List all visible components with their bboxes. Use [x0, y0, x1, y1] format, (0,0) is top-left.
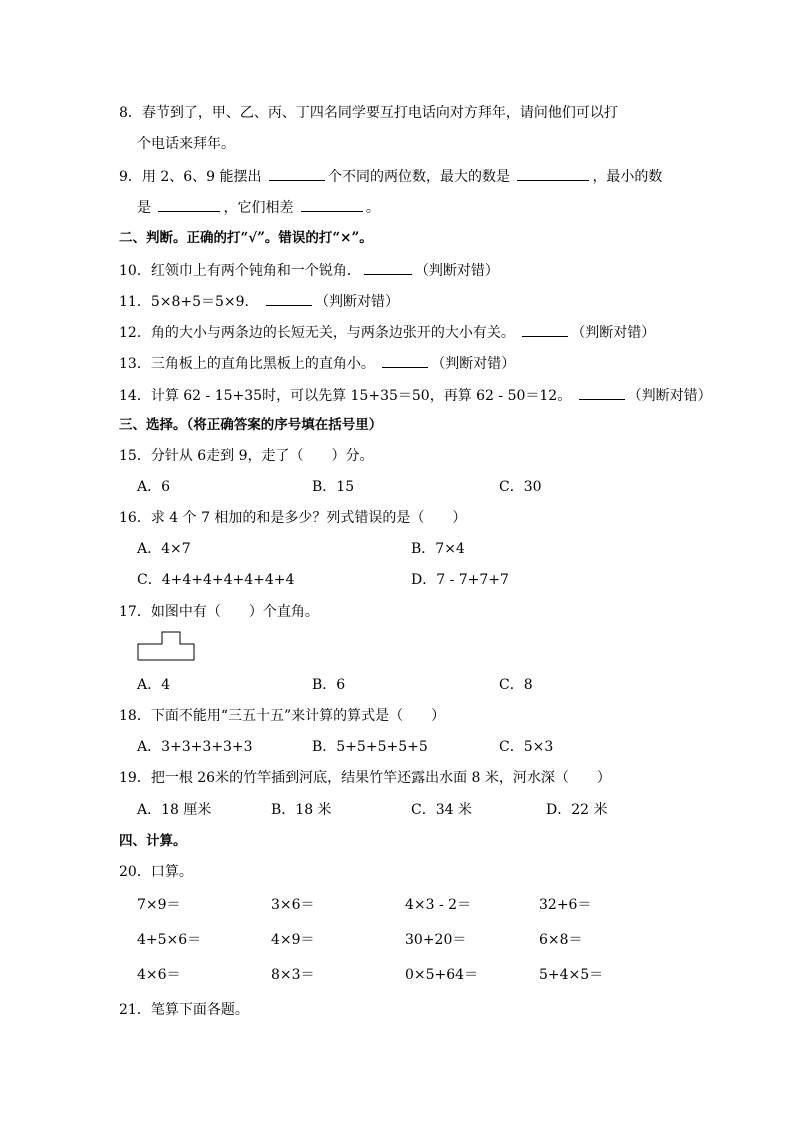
oral-calc-item: 8×3＝: [271, 967, 315, 983]
question-16-stem: 16．求 4 个 7 相加的和是多少？列式错误的是（ ）: [119, 510, 467, 526]
judge-tail: （判断对错）: [627, 388, 712, 404]
judge-text: 13．三角板上的直角比黑板上的直角小。: [119, 356, 375, 372]
answer-blank[interactable]: [269, 166, 325, 181]
option-b[interactable]: B．18 米: [271, 802, 332, 818]
answer-blank[interactable]: [301, 197, 363, 212]
q9-part-f: 。: [365, 200, 380, 216]
judge-text: 14．计算 62 - 15+35时，可以先算 15+35＝50，再算 62 - 50＝12。: [119, 388, 572, 404]
judge-tail: （判断对错）: [571, 325, 656, 341]
section-2-heading: 二、判断。正确的打“√”。错误的打“×”。: [119, 230, 373, 246]
oral-calc-item: 4+5×6＝: [137, 932, 202, 948]
oral-calc-item: 7×9＝: [137, 897, 181, 913]
answer-blank[interactable]: [579, 385, 625, 400]
option-a[interactable]: A．18 厘米: [137, 802, 212, 818]
answer-blank[interactable]: [266, 291, 312, 306]
judge-item-10: [119, 260, 499, 280]
q9-part-e: ，它们相差: [223, 200, 294, 216]
option-c[interactable]: C．30: [499, 479, 542, 495]
option-c[interactable]: C．34 米: [411, 802, 472, 818]
option-c[interactable]: C．8: [499, 677, 533, 693]
judge-item-11: [119, 291, 399, 311]
option-d[interactable]: D．7 - 7+7+7: [411, 572, 509, 588]
oral-calc-item: 5+4×5＝: [539, 967, 604, 983]
oral-calc-item: 4×6＝: [137, 967, 181, 983]
option-a[interactable]: A．3+3+3+3+3: [137, 739, 253, 755]
question-21-stem: 21．笔算下面各题。: [119, 1002, 249, 1018]
option-d[interactable]: D．22 米: [546, 802, 608, 818]
oral-calc-item: 30+20＝: [405, 932, 467, 948]
question-9-line-1: [119, 166, 662, 186]
option-a[interactable]: A．4: [137, 677, 171, 693]
question-20-stem: 20．口算。: [119, 864, 193, 880]
q9-part-b: 个不同的两位数，最大的数是: [327, 169, 510, 185]
q9-part-c: ，最小的数: [592, 169, 663, 185]
question-19-stem: 19．把一根 26米的竹竿插到河底，结果竹竿还露出水面 8 米，河水深（ ）: [119, 770, 611, 786]
question-8-line-2: 个电话来拜年。: [137, 136, 235, 152]
oral-calc-item: 32+6＝: [539, 897, 592, 913]
answer-blank[interactable]: [158, 197, 220, 212]
option-b[interactable]: B．15: [312, 479, 355, 495]
option-a[interactable]: A．6: [137, 479, 171, 495]
judge-tail: （判断对错）: [414, 263, 499, 279]
step-shape-figure: [136, 630, 198, 662]
q9-part-d: 是: [137, 200, 151, 216]
judge-item-12: [119, 322, 655, 342]
oral-calc-item: 0×5+64＝: [405, 967, 479, 983]
answer-blank[interactable]: [522, 322, 568, 337]
section-3-heading: 三、选择。（将正确答案的序号填在括号里）: [119, 417, 383, 433]
question-15-stem: 15．分针从 6走到 9，走了（ ）分。: [119, 448, 374, 464]
option-b[interactable]: B．6: [312, 677, 346, 693]
oral-calc-item: 4×9＝: [271, 932, 315, 948]
question-17-stem: 17．如图中有（ ）个直角。: [119, 604, 319, 620]
oral-calc-item: 3×6＝: [271, 897, 315, 913]
answer-blank[interactable]: [517, 166, 589, 181]
judge-item-14: [119, 385, 712, 405]
option-c[interactable]: C．5×3: [499, 739, 554, 755]
option-b[interactable]: B．5+5+5+5+5: [312, 739, 428, 755]
judge-tail: （判断对错）: [315, 294, 399, 310]
judge-text: 10．红领巾上有两个钝角和一个锐角．: [119, 263, 361, 279]
q9-part-a: 9．用 2、6、9 能摆出: [119, 169, 262, 185]
question-8-line-1: 8．春节到了，甲、乙、丙、丁四名同学要互打电话向对方拜年，请问他们可以打: [119, 105, 618, 121]
question-9-line-2: [137, 197, 380, 217]
answer-blank[interactable]: [364, 260, 412, 275]
oral-calc-item: 4×3 - 2＝: [405, 897, 472, 913]
option-c[interactable]: C．4+4+4+4+4+4+4: [137, 572, 295, 588]
answer-blank[interactable]: [382, 353, 428, 368]
section-4-heading: 四、计算。: [119, 833, 187, 849]
judge-item-13: [119, 353, 515, 373]
judge-text: 12．角的大小与两条边的长短无关，与两条边张开的大小有关。: [119, 325, 515, 341]
judge-text: 11．5×8+5＝5×9．: [119, 294, 259, 310]
oral-calc-item: 6×8＝: [539, 932, 583, 948]
option-a[interactable]: A．4×7: [137, 541, 191, 557]
judge-tail: （判断对错）: [431, 356, 516, 372]
question-18-stem: 18．下面不能用“三五十五”来计算的算式是（ ）: [119, 708, 446, 724]
option-b[interactable]: B．7×4: [411, 541, 465, 557]
